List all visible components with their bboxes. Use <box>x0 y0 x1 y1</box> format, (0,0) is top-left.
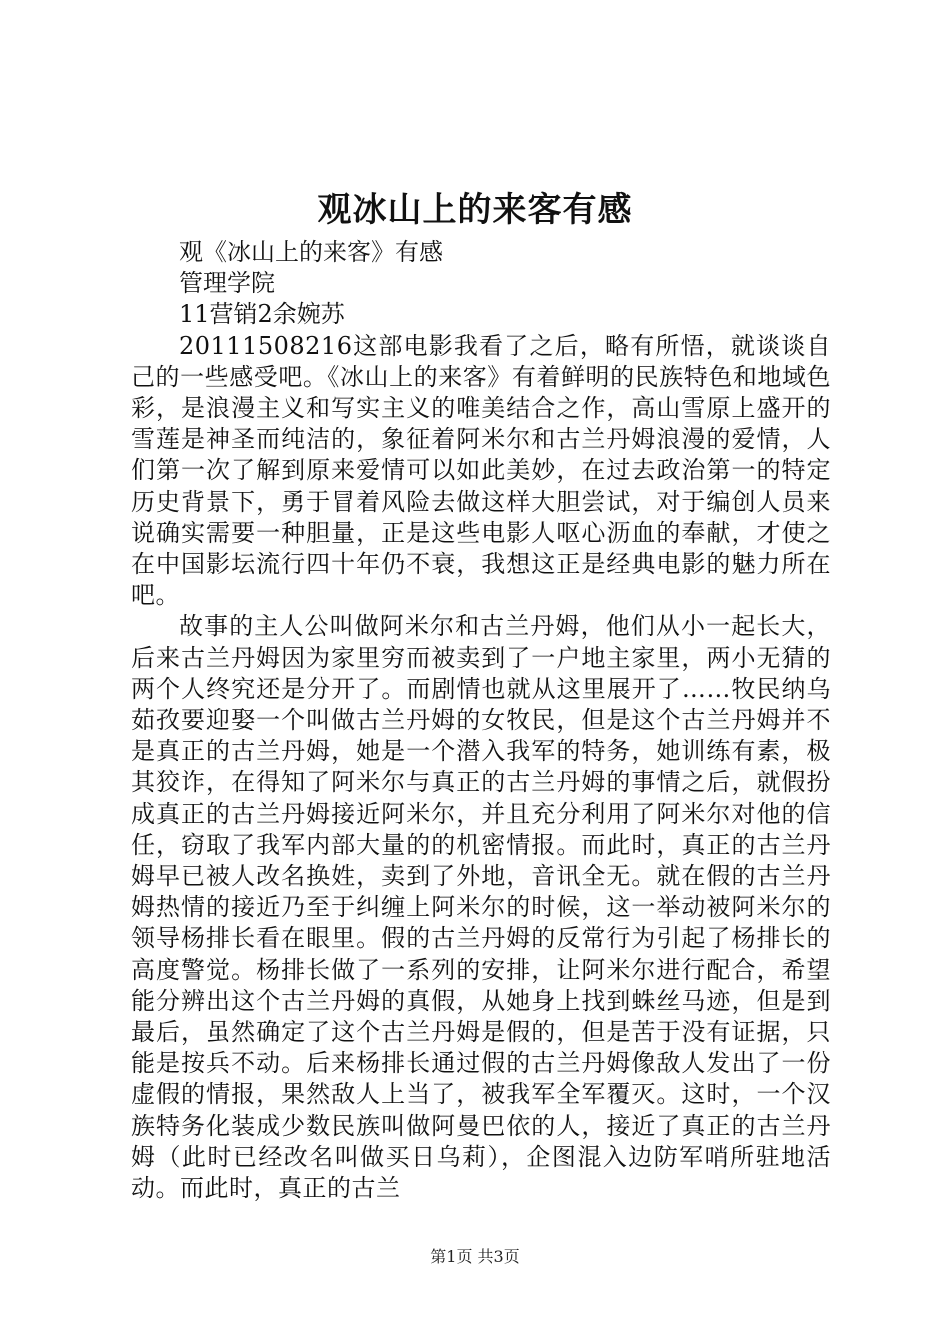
subtitle-line: 观《冰山上的来客》有感 <box>179 238 443 266</box>
body-paragraph: 20111508216这部电影我看了之后，略有所悟，就谈谈自己的一些感受吧。《冰山上的来客》有着鲜明的民族特色和地域色彩，是浪漫主义和写实主义的唯美结合之作，高山雪原上盛开的雪莲是神圣而纯洁的，象征着阿米尔和古兰丹姆浪漫的爱情，人们第一次了解到原来爱情可以如此美妙，在过去政治第一的特定历史背景下，勇于冒着风险去做这样大胆尝试，对于编创人员来说确实需要一种胆量，正是这些电影人呕心沥血的奉献，才使之在中国影坛流行四十年仍不衰，我想这正是经典电影的魅力所在吧。 <box>131 331 831 610</box>
page-footer: 第1页 共3页 <box>430 1247 520 1266</box>
body-paragraph: 故事的主人公叫做阿米尔和古兰丹姆，他们从小一起长大，后来古兰丹姆因为家里穷而被卖到了一户地主家里，两小无猜的两个人终究还是分开了。而剧情也就从这里展开了……牧民纳乌茹孜要迎娶一个叫做古兰丹姆的女牧民，但是这个古兰丹姆并不是真正的古兰丹姆，她是一个潜入我军的特务，她训练有素，极其狡诈，在得知了阿米尔与真正的古兰丹姆的事情之后，就假扮成真正的古兰丹姆接近阿米尔，并且充分利用了阿米尔对他的信任，窃取了我军内部大量的的机密情报。而此时，真正的古兰丹姆早已被人改名换姓，卖到了外地，音讯全无。就在假的古兰丹姆热情的接近乃至于纠缠上阿米尔的时候，这一举动被阿米尔的领导杨排长看在眼里。假的古兰丹姆的反常行为引起了杨排长的高度警觉。杨排长做了一系列的安排，让阿米尔进行配合，希望能分辨出这个古兰丹姆的真假，从她身上找到蛛丝马迹，但是到最后，虽然确定了这个古兰丹姆是假的，但是苦于没有证据，只能是按兵不动。后来杨排长通过假的古兰丹姆像敌人发出了一份虚假的情报，果然敌人上当了，被我军全军覆灭。这时，一个汉族特务化装成少数民族叫做阿曼巴依的人，接近了真正的古兰丹姆（此时已经改名叫做买日乌莉），企图混入边防军哨所驻地活动。而此时，真正的古兰 <box>131 612 831 1203</box>
document-body <box>131 237 831 1204</box>
author-line: 11营销2余婉苏 <box>179 300 345 329</box>
document-title: 观冰山上的来客有感 <box>317 190 633 230</box>
department-line: 管理学院 <box>179 269 275 298</box>
